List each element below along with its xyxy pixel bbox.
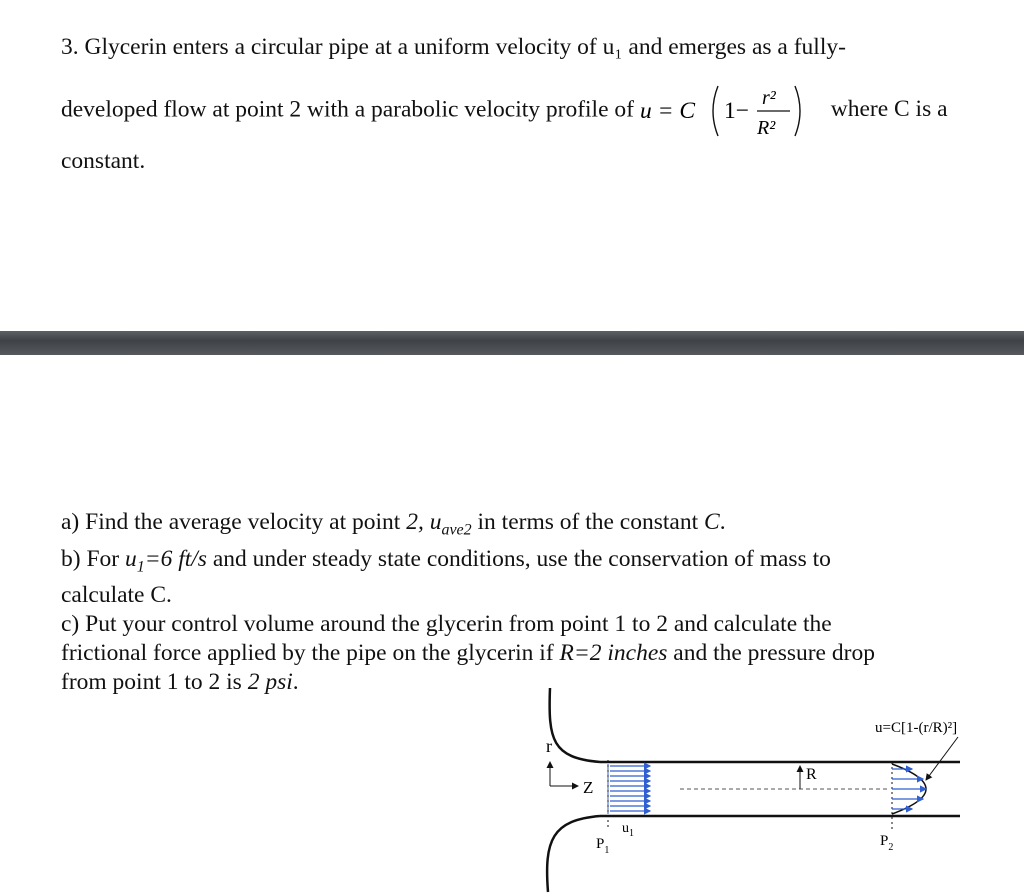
problem-line-2-end: where C is a: [830, 96, 948, 123]
formula-left-paren: [713, 86, 718, 136]
part-c-line-3-pre: from point 1 to 2 is: [61, 669, 248, 696]
p2-label: [880, 833, 893, 853]
profile-pointer-arrow: [926, 737, 958, 780]
velocity-profile-formula: [640, 76, 855, 146]
problem-line-2: [61, 76, 948, 146]
formula-lhs: u = C: [639, 98, 695, 124]
p1-letter: P: [596, 836, 605, 852]
p1-subscript: 1: [604, 845, 610, 856]
part-b-suffix: and under steady state conditions, use the conservation of mass to: [206, 545, 831, 572]
r-axis-label: r: [546, 736, 552, 756]
part-c-line-2-pre: frictional force applied by the pipe on the glycerin if: [61, 640, 560, 667]
uniform-inlet-profile: [610, 766, 650, 811]
part-c-line-2-post: and the pressure drop: [667, 640, 875, 667]
p2-letter: P: [880, 833, 889, 849]
u1-letter: u: [622, 821, 629, 836]
part-b: [61, 545, 981, 582]
part-c-pressure: 2 psi: [247, 669, 293, 696]
outlet-velocity-arrows: [892, 769, 926, 809]
radius-label: R: [806, 766, 817, 783]
p1-label: [596, 836, 609, 856]
problem-line-2-text: developed flow at point 2 with a parabolic velocity profile of: [61, 96, 640, 123]
part-c: c) Put your control volume around the glycerin from point 1 to 2 and calculate the: [61, 611, 832, 638]
part-a-constant: C: [704, 509, 720, 535]
part-c-line-3-post: .: [292, 669, 299, 696]
formula-one-minus: 1−: [723, 98, 749, 124]
part-a-sub: ave2: [441, 521, 472, 539]
part-c-line-2: [61, 639, 981, 668]
p2-subscript: 2: [888, 842, 894, 853]
problem-line-3: constant.: [61, 148, 146, 174]
part-b-sub: 1: [136, 558, 145, 576]
formula-right-paren: [795, 86, 800, 136]
part-a-end: .: [719, 509, 726, 535]
problem-line-1: 3. Glycerin enters a circular pipe at a uniform velocity of u₁ and emerges as a fully-: [61, 34, 846, 60]
pipe-diagram: [530, 680, 1000, 896]
part-a-suffix: in terms of the constant: [471, 509, 704, 535]
question-parts: [61, 508, 981, 697]
u1-subscript: 1: [629, 828, 634, 839]
part-b-prefix: b) For: [61, 545, 125, 572]
part-a: [61, 508, 981, 545]
part-b-eq: =6 ft/s: [144, 545, 207, 572]
part-b-var: u: [124, 545, 137, 572]
inlet-lower-wall: [547, 816, 600, 892]
formula-denominator: R²: [756, 117, 776, 139]
inlet-upper-wall: [550, 688, 600, 762]
part-a-prefix: a) Find the average velocity at point: [61, 509, 407, 535]
part-b-line-2: calculate C.: [61, 582, 172, 609]
profile-equation-label: u=C[1-(r/R)²]: [875, 720, 958, 736]
section-divider: [0, 331, 1024, 355]
formula-graphic: [640, 76, 855, 146]
part-a-point: 2,: [406, 509, 430, 535]
part-c-radius: R=2 inches: [559, 640, 668, 667]
part-a-var: u: [429, 509, 442, 535]
u1-label: [622, 821, 634, 839]
formula-numerator: r²: [761, 87, 776, 109]
z-axis-label: Z: [583, 778, 594, 797]
